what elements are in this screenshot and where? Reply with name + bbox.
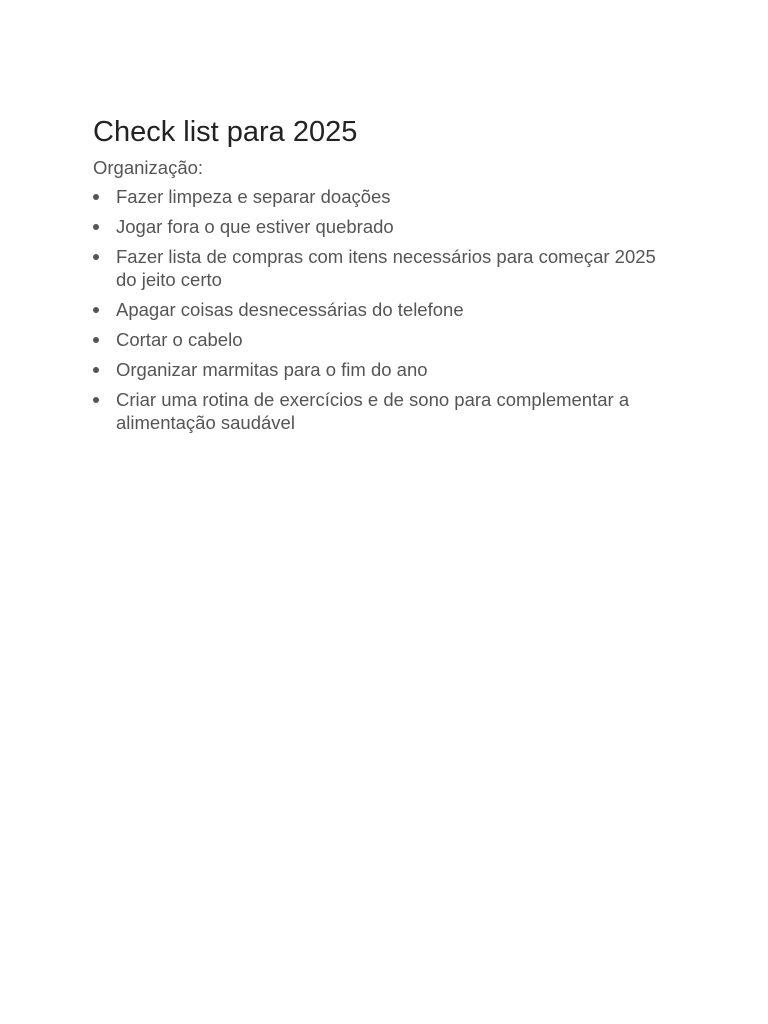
- bullet-icon: [93, 367, 99, 373]
- list-item: [93, 185, 668, 208]
- list-item-text: Cortar o cabelo: [116, 329, 243, 350]
- list-item: [93, 358, 668, 381]
- list-item: [93, 215, 668, 238]
- list-item-text: Apagar coisas desnecessárias do telefone: [116, 299, 464, 320]
- list-item: [93, 388, 668, 434]
- bullet-icon: [93, 194, 99, 200]
- bullet-icon: [93, 337, 99, 343]
- list-item: [93, 245, 668, 291]
- bullet-icon: [93, 397, 99, 403]
- list-item-text: Criar uma rotina de exercícios e de sono para complementar a alimentação saudável: [116, 389, 630, 433]
- page-title: Check list para 2025: [93, 116, 358, 148]
- bullet-icon: [93, 224, 99, 230]
- list-item-text: Fazer limpeza e separar doações: [116, 186, 391, 207]
- checklist: [93, 185, 668, 434]
- bullet-icon: [93, 254, 99, 260]
- list-item: [93, 328, 668, 351]
- list-item: [93, 298, 668, 321]
- bullet-icon: [93, 307, 99, 313]
- list-item-text: Organizar marmitas para o fim do ano: [116, 359, 428, 380]
- list-item-text: Jogar fora o que estiver quebrado: [116, 216, 394, 237]
- list-item-text: Fazer lista de compras com itens necessários para começar 2025 do jeito certo: [116, 246, 656, 290]
- section-label-organizacao: Organização:: [93, 157, 204, 178]
